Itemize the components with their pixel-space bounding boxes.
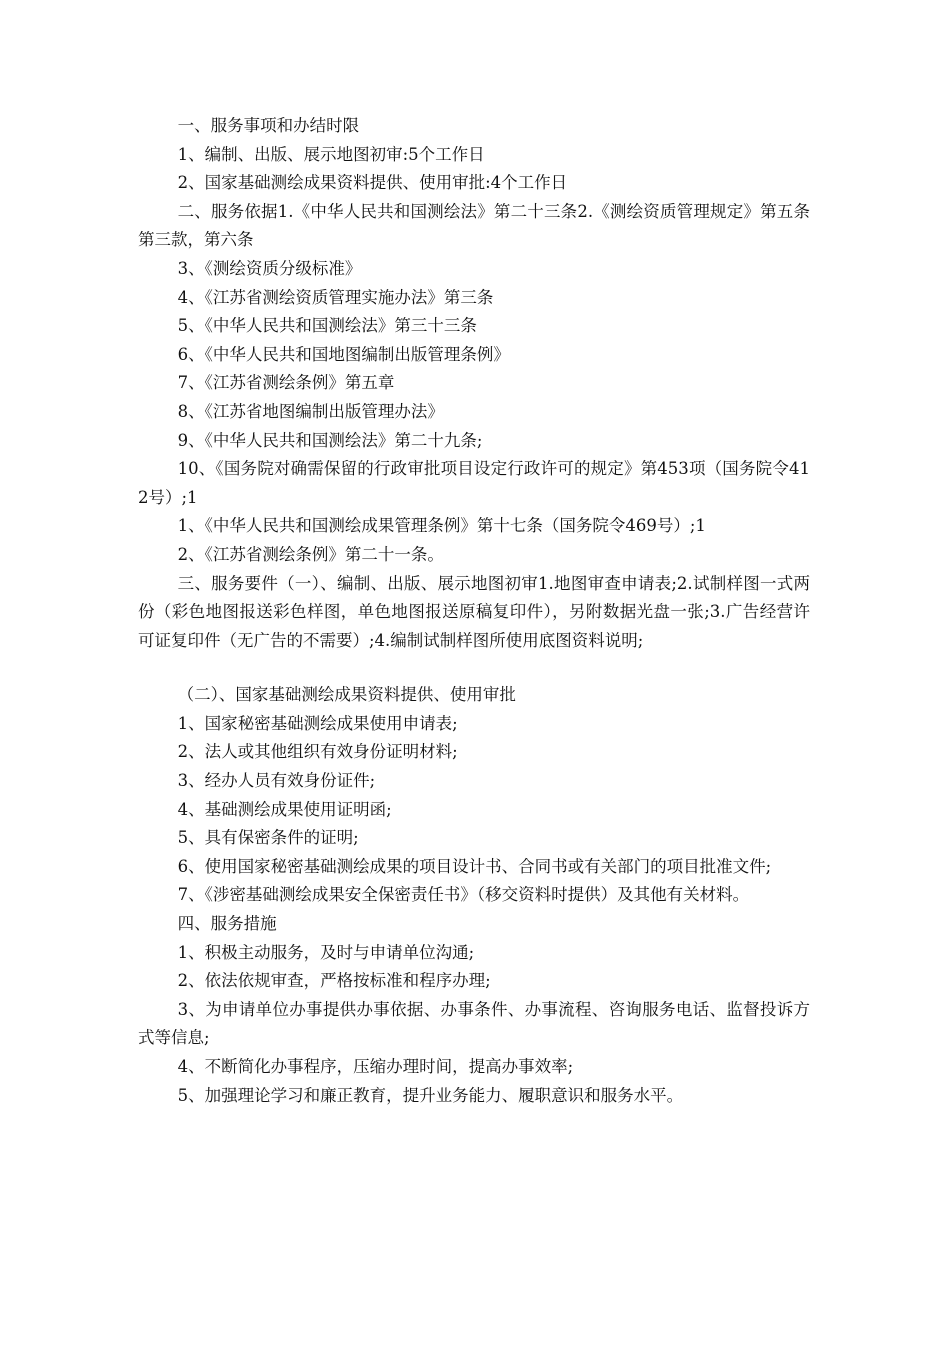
paragraph: 5、《中华人民共和国测绘法》第三十三条 [177, 316, 477, 336]
paragraph: 7、《江苏省测绘条例》第五章 [177, 373, 395, 393]
section-heading-2: 二、服务依据1.《中华人民共和国测绘法》第二十三条2.《测绘资质管理规定》第五条第三款，第六条 [138, 201, 810, 250]
paragraph: 5、加强理论学习和廉正教育，提升业务能力、履职意识和服务水平。 [177, 1085, 684, 1105]
paragraph: 3、经办人员有效身份证件; [177, 771, 376, 791]
paragraph: 1、国家秘密基础测绘成果使用申请表; [177, 713, 458, 733]
paragraph: 9、《中华人民共和国测绘法》第二十九条; [177, 430, 483, 450]
section-heading-3: 三、服务要件（一）、编制、出版、展示地图初审1.地图审查申请表;2.试制样图一式两份（彩色地图报送彩色样图，单色地图报送原稿复印件），另附数据光盘一张;3.广告经营许可证复印件（无广告的不需要）;4.编制试制样图所使用底图资料说明; [138, 573, 810, 650]
paragraph: 3、《测绘资质分级标准》 [177, 258, 362, 278]
blank-line [138, 655, 810, 681]
paragraph: 4、基础测绘成果使用证明函; [177, 799, 392, 819]
paragraph: 3、为申请单位办事提供办事依据、办事条件、办事流程、咨询服务电话、监督投诉方式等信息; [138, 999, 810, 1048]
paragraph: 10、《国务院对确需保留的行政审批项目设定行政许可的规定》第453项（国务院令412号）;1 [138, 459, 810, 507]
paragraph: 5、具有保密条件的证明; [177, 828, 359, 848]
paragraph: 2、国家基础测绘成果资料提供、使用审批:4个工作日 [177, 173, 568, 193]
paragraph: 4、不断简化办事程序，压缩办理时间，提高办事效率; [177, 1057, 574, 1076]
section-heading-4: 四、服务措施 [177, 914, 277, 934]
paragraph: 1、《中华人民共和国测绘成果管理条例》第十七条（国务院令469号）;1 [177, 516, 706, 536]
paragraph: 8、《江苏省地图编制出版管理办法》 [177, 401, 444, 421]
paragraph: 6、《中华人民共和国地图编制出版管理条例》 [177, 344, 510, 364]
paragraph: 7、《涉密基础测绘成果安全保密责任书》（移交资料时提供）及其他有关材料。 [177, 885, 750, 905]
paragraph: 1、编制、出版、展示地图初审:5个工作日 [177, 144, 485, 164]
paragraph: 6、使用国家秘密基础测绘成果的项目设计书、合同书或有关部门的项目批准文件; [177, 856, 772, 876]
paragraph: 4、《江苏省测绘资质管理实施办法》第三条 [177, 287, 494, 307]
paragraph: 2、法人或其他组织有效身份证明材料; [177, 742, 458, 762]
subsection-heading: （二）、国家基础测绘成果资料提供、使用审批 [177, 685, 516, 705]
paragraph: 1、积极主动服务，及时与申请单位沟通; [177, 942, 475, 962]
section-heading-1: 一、服务事项和办结时限 [177, 116, 360, 135]
paragraph: 2、《江苏省测绘条例》第二十一条。 [177, 544, 444, 564]
paragraph: 2、依法依规审查，严格按标准和程序办理; [177, 971, 491, 991]
document-body [138, 112, 810, 1110]
